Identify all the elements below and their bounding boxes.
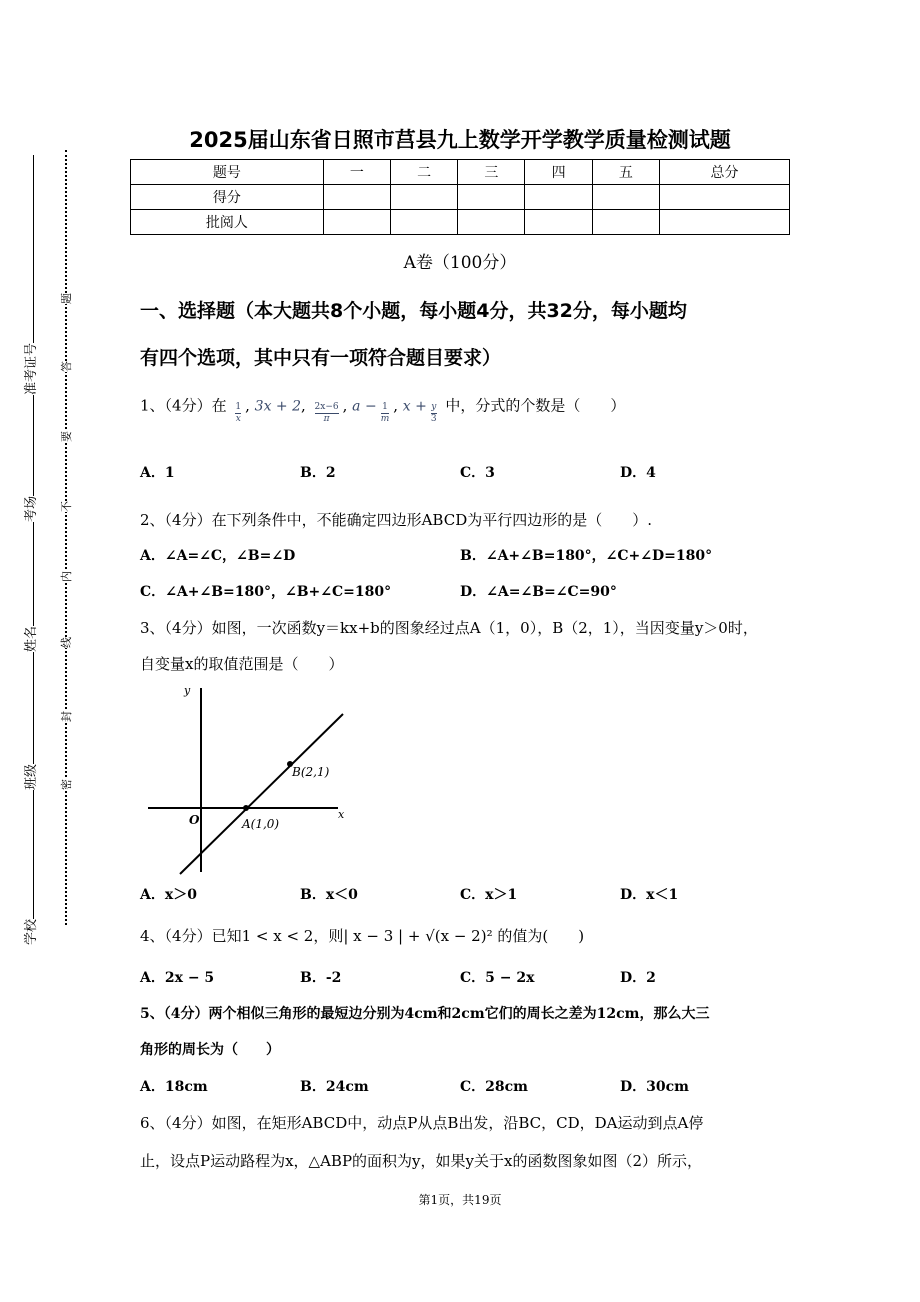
part1-heading-line1: 一、选择题（本大题共8个小题，每小题4分，共32分，每小题均 bbox=[140, 300, 687, 322]
expr: 3x + 2 bbox=[254, 398, 301, 415]
seal-char: 内 bbox=[60, 571, 73, 582]
y-axis-label: y bbox=[184, 684, 191, 697]
seal-char: 封 bbox=[60, 711, 73, 722]
fraction: $\frac{2x-6}{\pi}$ bbox=[314, 402, 339, 424]
field-exam-room: 考场 bbox=[20, 496, 39, 522]
option-d: D．∠A=∠B=∠C=90° bbox=[460, 584, 617, 600]
field-class: 班级 bbox=[20, 764, 39, 790]
function-line bbox=[180, 714, 343, 874]
question-6-line2: 止，设点P运动路程为x，△ABP的面积为y，如果y关于x的函数图象如图（2）所示， bbox=[140, 1152, 702, 1170]
option-d: D．2 bbox=[620, 970, 656, 986]
part1-heading-line2: 有四个选项，其中只有一项符合题目要求） bbox=[140, 347, 502, 369]
option-d: D．30cm bbox=[620, 1079, 689, 1095]
expr: x + bbox=[402, 398, 427, 415]
header-cell: 二 bbox=[391, 160, 458, 185]
option-b: B．24cm bbox=[300, 1079, 369, 1095]
question-4: 4、（4分）已知1 < x < 2，则| x − 3 | + √(x − 2)² 的值为( ) bbox=[140, 927, 585, 945]
q1-prefix: 1、（4分）在 bbox=[140, 396, 227, 415]
option-c: C．∠A+∠B=180°，∠B+∠C=180° bbox=[140, 584, 392, 600]
row-label: 批阅人 bbox=[131, 210, 324, 235]
fraction: $\frac{1}{m}$ bbox=[380, 402, 390, 424]
option-c: C．5 − 2x bbox=[460, 970, 535, 986]
seal-char: 要 bbox=[60, 431, 73, 442]
seal-char: 题 bbox=[60, 293, 73, 304]
fraction: $\frac{1}{x}$ bbox=[235, 402, 242, 424]
q1-suffix: 中，分式的个数是（ ） bbox=[445, 396, 626, 415]
question-5-line2: 角形的周长为（ ） bbox=[140, 1042, 280, 1058]
seal-char: 线 bbox=[60, 637, 73, 648]
header-cell: 三 bbox=[458, 160, 525, 185]
x-axis-label: x bbox=[338, 808, 345, 821]
option-c: C．28cm bbox=[460, 1079, 528, 1095]
point-a bbox=[243, 805, 249, 811]
option-b: B．∠A+∠B=180°，∠C+∠D=180° bbox=[460, 548, 713, 564]
fraction: $\frac{y}{3}$ bbox=[430, 402, 437, 424]
exam-title: 2025届山东省日照市莒县九上数学开学教学质量检测试题 bbox=[189, 128, 731, 152]
option-d: D．4 bbox=[620, 465, 656, 481]
seal-char: 答 bbox=[60, 361, 73, 372]
option-b: B．x＜0 bbox=[300, 887, 358, 903]
field-name: 姓名 bbox=[20, 626, 39, 652]
origin-label: O bbox=[189, 813, 200, 827]
question-6-line1: 6、（4分）如图，在矩形ABCD中，动点P从点B出发，沿BC，CD，DA运动到点A停 bbox=[140, 1114, 704, 1132]
option-c: C．x＞1 bbox=[460, 887, 518, 903]
expr: a − bbox=[352, 398, 377, 415]
section-a-heading: A卷（100分） bbox=[403, 253, 517, 273]
header-cell: 四 bbox=[525, 160, 592, 185]
header-cell: 题号 bbox=[131, 160, 324, 185]
option-b: B．2 bbox=[300, 465, 336, 481]
score-table bbox=[130, 159, 790, 235]
option-a: A．∠A=∠C，∠B=∠D bbox=[140, 548, 296, 564]
field-exam-id: 准考证号 bbox=[20, 343, 39, 395]
option-b: B．-2 bbox=[300, 970, 342, 986]
option-a: A．2x − 5 bbox=[140, 970, 215, 986]
row-label: 得分 bbox=[131, 185, 324, 210]
field-school: 学校 bbox=[20, 919, 39, 945]
option-a: A．1 bbox=[140, 465, 175, 481]
header-cell: 五 bbox=[592, 160, 659, 185]
option-a: A．x＞0 bbox=[140, 887, 197, 903]
question-1: 1、（4分）在 $\frac{1}{x}$ , 3x + 2, $\frac{2x-6}{\pi}$ , a − $\frac{1}{m}$ , x + $\frac{y}{3}$ 中，分式的个数是（ ） bbox=[140, 396, 626, 424]
option-a: A．18cm bbox=[140, 1079, 208, 1095]
question-2: 2、（4分）在下列条件中，不能确定四边形ABCD为平行四边形的是（ ）. bbox=[140, 511, 652, 529]
question-3-line1: 3、（4分）如图，一次函数y＝kx+b的图象经过点A（1，0），B（2，1），当因变量y＞0时， bbox=[140, 619, 758, 637]
header-cell: 总分 bbox=[659, 160, 789, 185]
seal-char: 密 bbox=[60, 779, 73, 790]
header-cell: 一 bbox=[323, 160, 390, 185]
point-b-label: B(2,1) bbox=[292, 765, 330, 779]
question-5-line1: 5、（4分）两个相似三角形的最短边分别为4cm和2cm它们的周长之差为12cm，那么大三 bbox=[140, 1006, 710, 1022]
question-3-line2: 自变量x的取值范围是（ ） bbox=[140, 655, 344, 673]
option-c: C．3 bbox=[460, 465, 495, 481]
seal-char: 不 bbox=[60, 501, 73, 512]
point-a-label: A(1,0) bbox=[242, 817, 280, 831]
linear-function-graph bbox=[140, 680, 360, 880]
option-d: D．x＜1 bbox=[620, 887, 679, 903]
page-footer: 第1页，共19页 bbox=[418, 1193, 502, 1207]
